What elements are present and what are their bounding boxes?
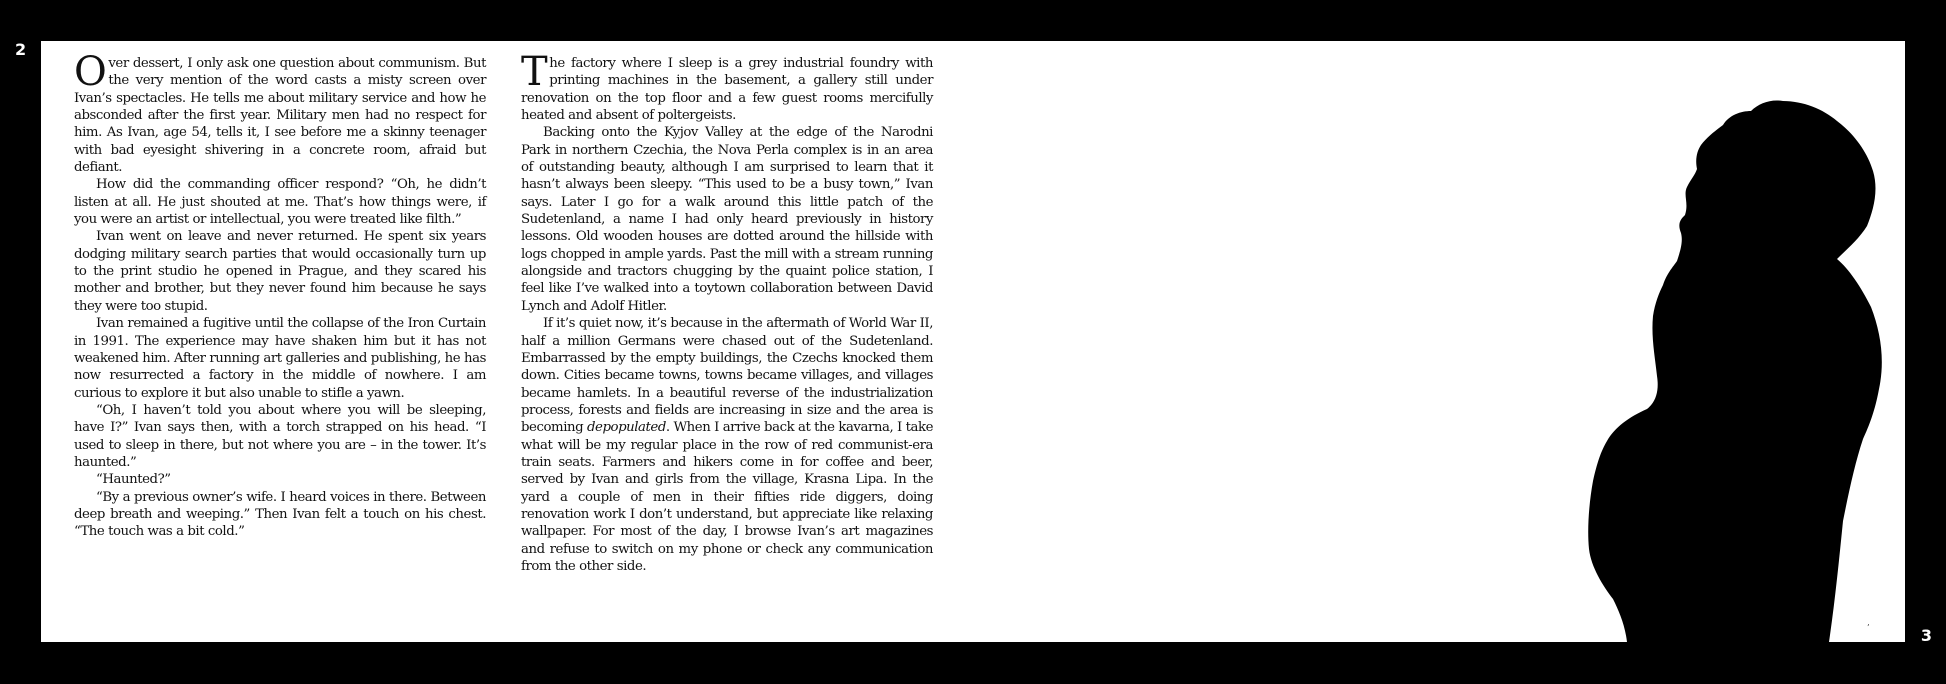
silhouette-figure — [1588, 100, 1882, 642]
drop-cap: O — [74, 49, 107, 95]
page-number-right: 3 — [1920, 626, 1932, 645]
paragraph — [74, 49, 486, 176]
paragraph — [521, 49, 933, 124]
emphasis-text: depopulated — [586, 420, 666, 436]
drop-cap: T — [521, 49, 548, 95]
paragraph: How did the commanding officer respond? “Oh, he didn’t listen at all. He just shouted at me. That’s how things were, if you were an artist or intellectual, you were treated like filth.” — [74, 177, 486, 228]
folio-mark: ’ — [1867, 623, 1870, 632]
paragraph: Ivan went on leave and never returned. He spent six years dodging military search parties that would occasionally turn up to the print studio he opened in Prague, and they scared his mother and brother, but they never found him because he says they were too stupid. — [74, 229, 486, 314]
paragraph-text: . When I arrive back at the kavarna, I take what will be my regular place in the row of red communist-era train seats. Farmers and hikers come in for coffee and beer, served by Ivan and girls from the village, Krasna Lipa. In the yard a couple of men in their fifties ride diggers, doing renovation work I don’t understand, but appreciate like relaxing wallpaper. For most of the day, I browse Ivan’s art magazines and refuse to switch on my phone or check any communication from the other side. — [521, 420, 934, 574]
paragraph: “Haunted?” — [96, 472, 171, 488]
paragraph: “Oh, I haven’t told you about where you will be sleeping, have I?” Ivan says then, with a torch strapped on his head. “I used to sleep in there, but not where you are – in the tower. It’s haunted.” — [74, 402, 486, 470]
paragraph: “By a previous owner’s wife. I heard voices in there. Between deep breath and weeping.” Then Ivan felt a touch on his chest. “The touch was a bit cold.” — [74, 489, 486, 540]
page-number-left: 2 — [15, 40, 27, 59]
paragraph: Backing onto the Kyjov Valley at the edge of the Narodni Park in northern Czechia, the Nova Perla complex is in an area of outstanding beauty, although I am surprised to learn that it hasn’t always been sleepy. “This used to be a busy town,” Ivan says. Later I go for a walk around this little patch of the Sudetenland, a name I had only heard previously in history lessons. Old wooden houses are dotted around the hillside with logs chopped in ample yards. Past the mill with a stream running alongside and tractors chugging by the quaint police station, I feel like I’ve walked into a toytown collaboration between David Lynch and Adolf Hitler. — [521, 125, 933, 314]
paragraph-text: ver dessert, I only ask one question about communism. But the very mention of the word casts a misty screen over Ivan’s spectacles. He tells me about military service and how he absconded after the first year. Military men had no respect for him. As Ivan, age 54, tells it, I see before me a skinny teenager with bad eyesight shivering in a concrete room, afraid but defiant. — [74, 56, 486, 176]
magazine-spread — [41, 41, 1905, 642]
article-column-right — [521, 49, 934, 575]
paragraph — [521, 315, 933, 575]
article-column-left — [74, 49, 486, 541]
paragraph-text: If it’s quiet now, it’s because in the aftermath of World War II, half a million Germans were chased out of the Sudetenland. Embarrassed by the empty buildings, the Czechs knocked them down. Cities became towns, towns became villages, and villages became hamlets. In a beautiful reverse of the industrialization process, forests and fields are increasing in size and the area is becoming — [521, 316, 933, 436]
paragraph: Ivan remained a fugitive until the collapse of the Iron Curtain in 1991. The experience may have shaken him but it has not weakened him. After running art galleries and publishing, he has now resurrected a factory in the middle of nowhere. I am curious to explore it but also unable to stifle a yawn. — [74, 316, 486, 401]
paragraph-text: he factory where I sleep is a grey industrial foundry with printing machines in the basement, a gallery still under renovation on the top floor and a few guest rooms mercifully heated and absent of poltergeists. — [521, 56, 933, 124]
silhouette-photo — [1571, 71, 1905, 642]
